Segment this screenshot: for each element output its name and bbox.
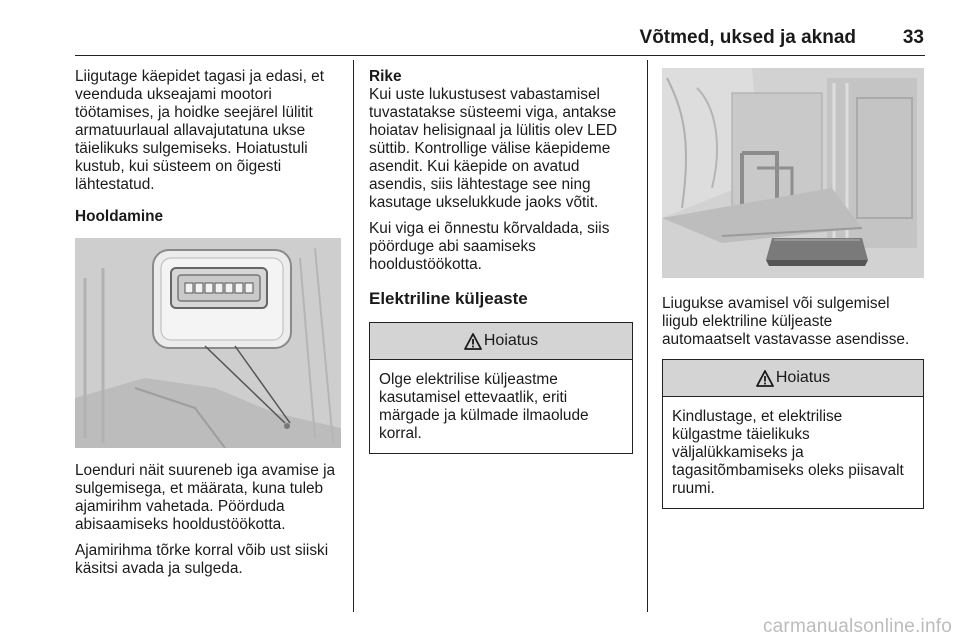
warning-label-clearance: Hoiatus (775, 369, 831, 386)
page-number: 33 (902, 27, 924, 48)
subheading-rike: Rike (369, 68, 402, 85)
illustration-caption: Loenduri näit suureneb iga avamise ja sulgemisega, et määrata, kuna tuleb ajamirihm vahetada. Pöörduda abisaamiseks hooldustöökotta. (75, 462, 336, 533)
header-rule (75, 55, 925, 56)
right-column (662, 68, 924, 509)
warning-label: Hoiatus (483, 332, 539, 349)
page-header-title: Võtmed, uksed ja aknad (639, 27, 856, 48)
warning-text-clearance: Kindlustage, et elektrilise külgastme täielikuks väljalükkamiseks ja tagasitõmbamiseks oleks piisavalt ruumi. (672, 408, 904, 497)
footer-watermark: carmanualsonline.info (762, 616, 952, 637)
paragraph-workshop: Kui viga ei õnnestu kõrvaldada, siis pöörduge abi saamiseks hooldustöökotta. (369, 220, 610, 273)
warning-box (369, 322, 633, 454)
section-heading-hooldamine: Hooldamine (75, 208, 164, 225)
intro-paragraph: Liigutage käepidet tagasi ja edasi, et veenduda ukseajami mootori töötamises, ja hoidke seejärel lülitit armatuurlaual allavajutatuna ukse täielikuks sulgemiseks. Hoiatustuli kustub, kui süsteem on õigesti lähtestatud. (75, 68, 324, 193)
warning-header-clearance (663, 360, 923, 397)
step-illustration-caption: Liugukse avamisel või sulgemisel liigub elektriline küljeaste automaatselt vastavasse asendisse. (662, 295, 910, 348)
column-divider-right (647, 60, 648, 612)
left-column (75, 68, 343, 586)
warning-box-clearance (662, 359, 924, 509)
warning-text: Olge elektrilise küljeastme kasutamisel ettevaatlik, eriti märgade ja külmade ilmaolude korral. (379, 371, 589, 442)
paragraph-belt-failure: Ajamirihma tõrke korral võib ust siiski käsitsi avada ja sulgeda. (75, 542, 329, 577)
counter-illustration (75, 238, 341, 448)
warning-triangle-icon (756, 370, 774, 387)
column-divider-left (353, 60, 354, 612)
paragraph-fault: Kui uste lukustusest vabastamisel tuvastatakse süsteemi viga, antakse hoiatav helisignaal ja lülitis olev LED süttib. Kontrollige välise käepideme asendit. Kui käepide on avatud asendis, siis lähtestage see ning kasutage ukselukkude jaoks võtit. (369, 86, 618, 211)
warning-header (370, 323, 632, 360)
warning-triangle-icon (464, 333, 482, 350)
side-step-illustration (662, 68, 924, 278)
section-heading-electric-step: Elektriline küljeaste (369, 289, 528, 308)
middle-column (369, 68, 633, 454)
